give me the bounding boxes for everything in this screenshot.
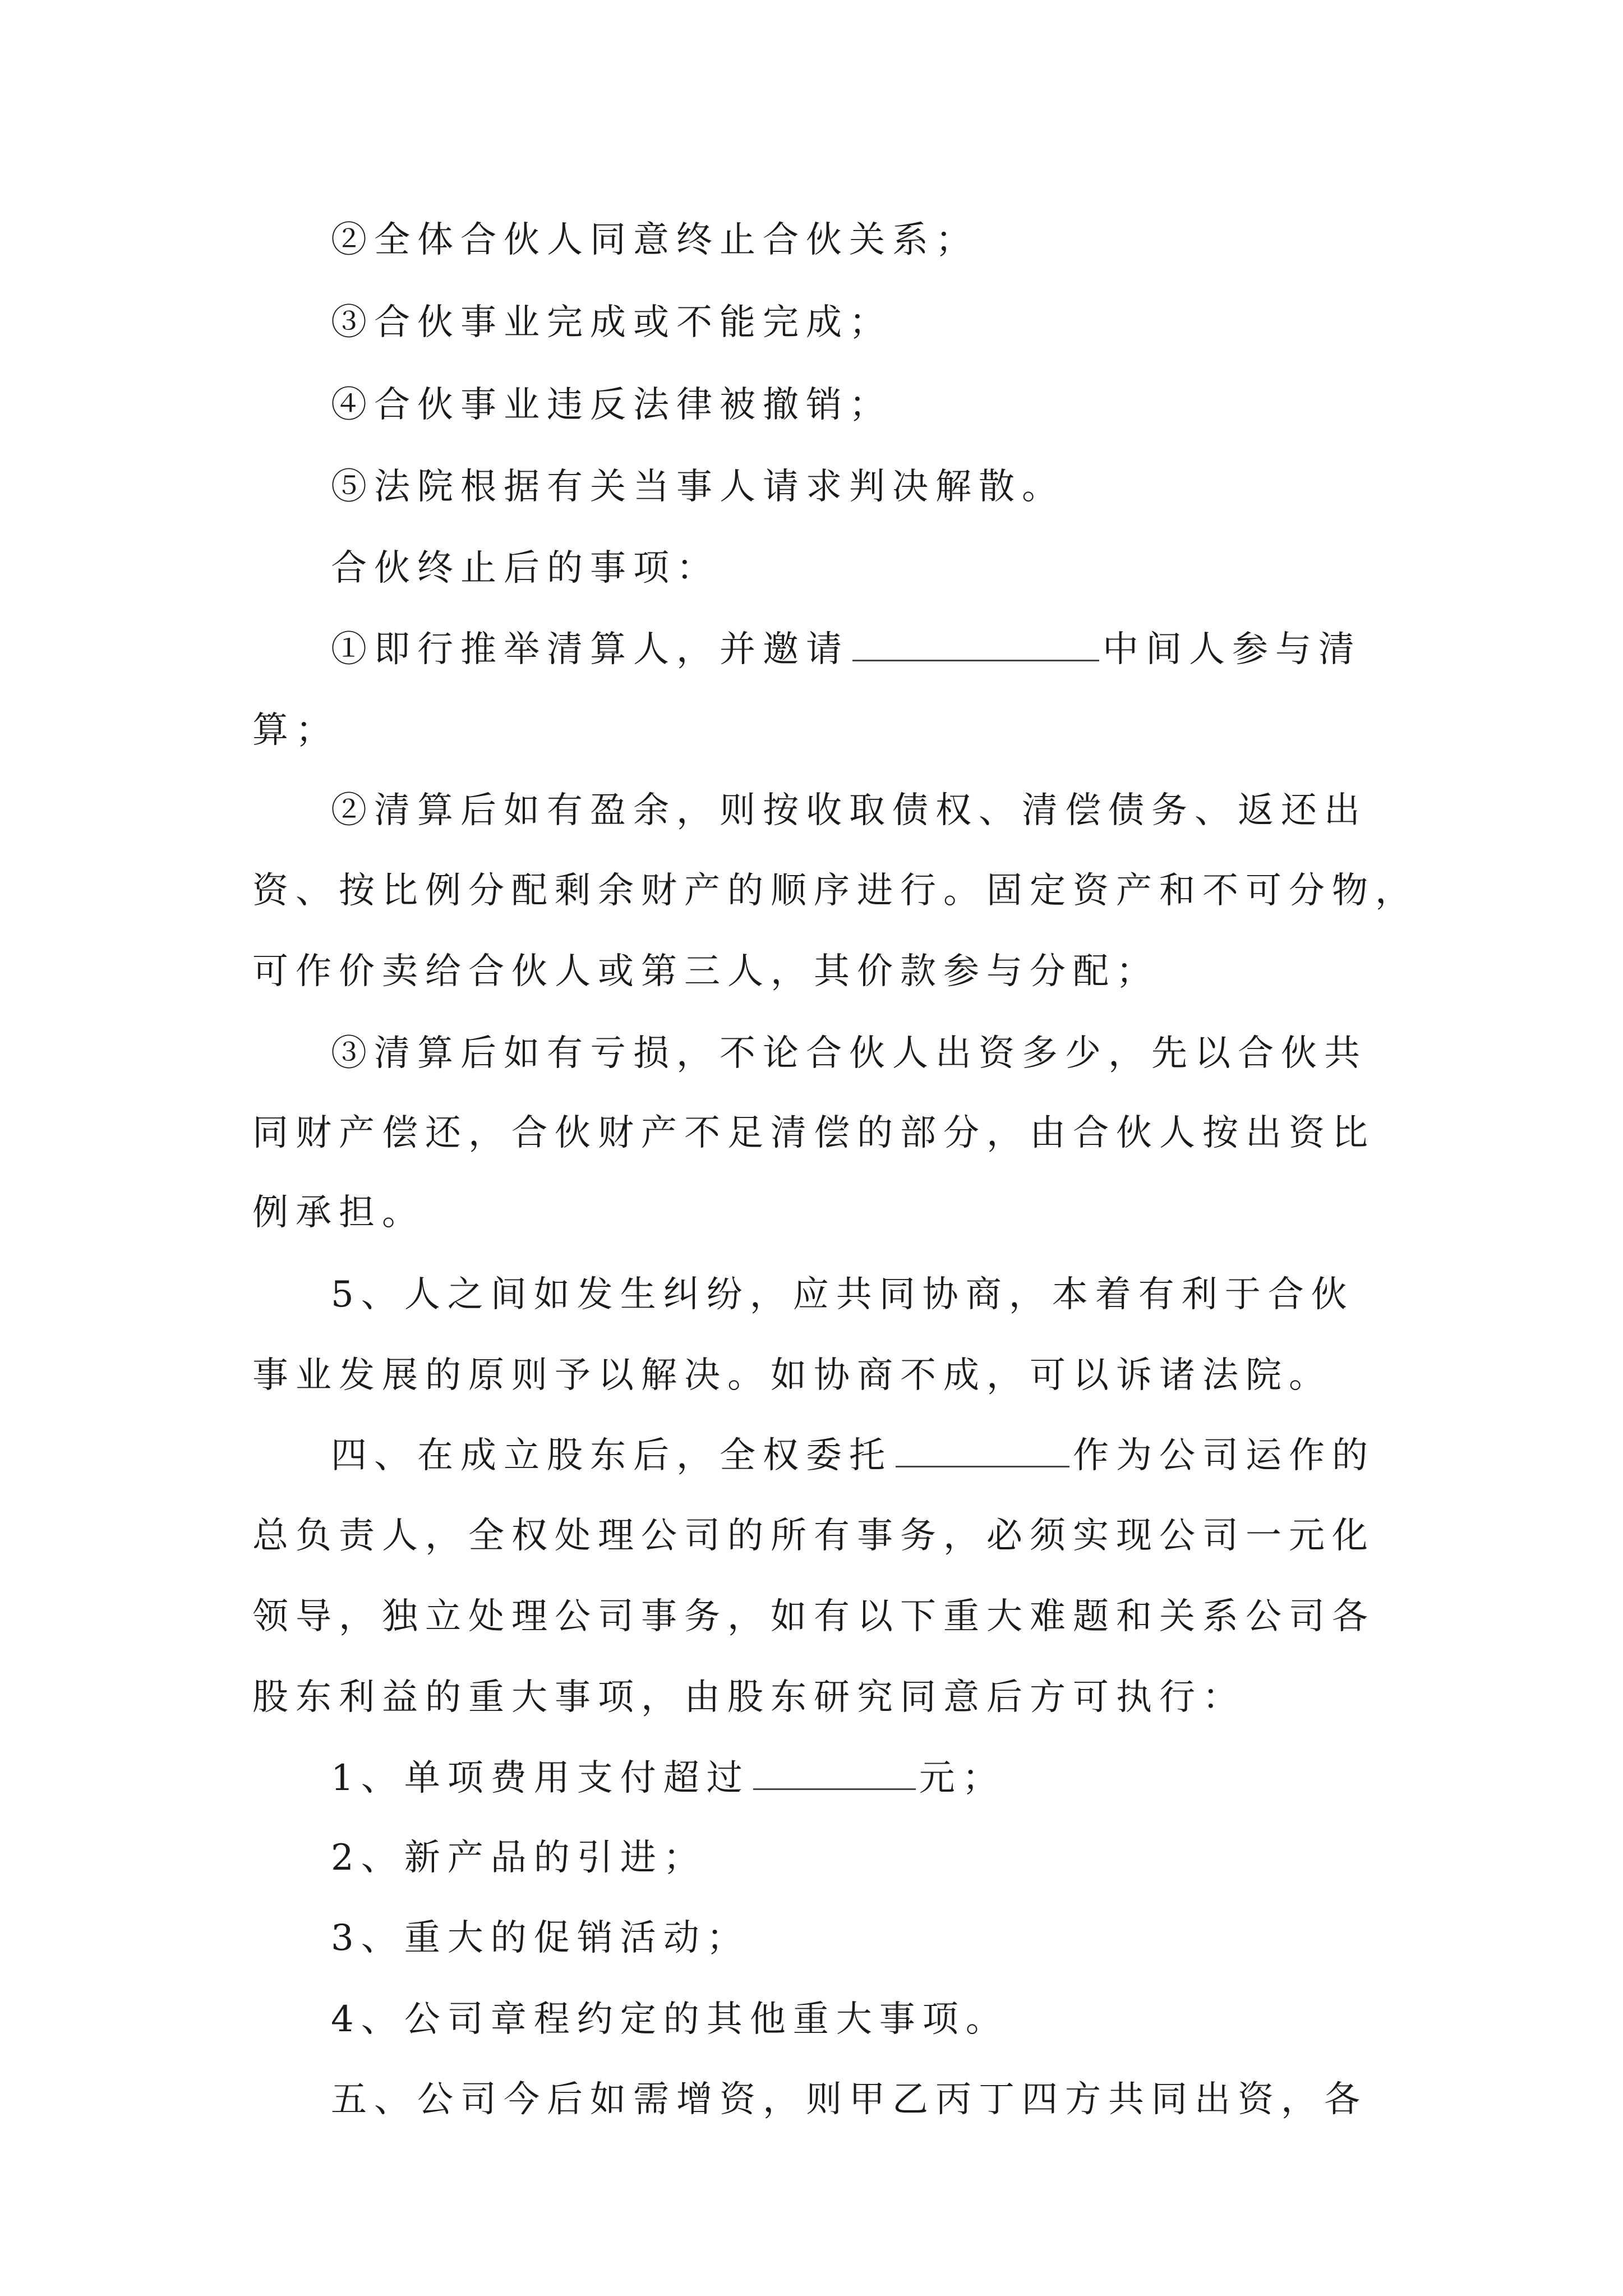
text-line: ③清算后如有亏损，不论合伙人出资多少，先以合伙共 — [331, 1033, 1367, 1074]
text-line: ④合伙事业违反法律被撤销； — [331, 384, 892, 426]
text-line: 领导，独立处理公司事务，如有以下重大难题和关系公司各 — [252, 1596, 1375, 1637]
text-fragment: 元； — [919, 1757, 1006, 1799]
text-line: ②清算后如有盈余，则按收取债权、清偿债务、返还出 — [331, 790, 1367, 831]
text-line: 同财产偿还，合伙财产不足清偿的部分，由合伙人按出资比 — [252, 1112, 1375, 1154]
text-line: 股东利益的重大事项，由股东研究同意后方可执行： — [252, 1677, 1246, 1718]
text-line-with-blank — [331, 1750, 1385, 1806]
text-line: ⑤法院根据有关当事人请求判决解散。 — [331, 466, 1065, 508]
text-line: 资、按比例分配剩余财产的顺序进行。固定资产和不可分物， — [252, 870, 1418, 912]
text-line-with-blank — [331, 622, 1385, 678]
text-line: 事业发展的原则予以解决。如协商不成，可以诉诸法院。 — [252, 1355, 1332, 1396]
fill-in-blank — [852, 626, 1099, 661]
text-fragment: 作为公司运作的 — [1073, 1435, 1375, 1476]
text-line: 算； — [252, 710, 339, 751]
text-fragment: 1、单项费用支付超过 — [331, 1757, 750, 1799]
text-line: 2、新产品的引进； — [331, 1837, 707, 1879]
text-line: 可作价卖给合伙人或第三人，其价款参与分配； — [252, 951, 1159, 992]
fill-in-blank — [896, 1432, 1069, 1467]
text-fragment: 四、在成立股东后，全权委托 — [331, 1435, 892, 1476]
text-line: ②全体合伙人同意终止合伙关系； — [331, 219, 979, 261]
text-line: 总负责人，全权处理公司的所有事务，必须实现公司一元化 — [252, 1515, 1375, 1557]
text-line: 例承担。 — [252, 1192, 425, 1234]
text-line: ③合伙事业完成或不能完成； — [331, 302, 892, 343]
text-fragment: ①即行推举清算人，并邀请 — [331, 629, 849, 670]
text-line: 4、公司章程约定的其他重大事项。 — [331, 1999, 1009, 2040]
text-line: 5、人之间如发生纠纷，应共同协商，本着有利于合伙 — [331, 1274, 1354, 1315]
text-fragment: 中间人参与清 — [1103, 629, 1362, 670]
text-line: 合伙终止后的事项： — [331, 547, 720, 589]
text-line: 3、重大的促销活动； — [331, 1917, 750, 1959]
text-line-with-blank — [331, 1428, 1385, 1484]
text-line: 五、公司今后如需增资，则甲乙丙丁四方共同出资，各 — [331, 2079, 1367, 2120]
fill-in-blank — [753, 1755, 916, 1790]
